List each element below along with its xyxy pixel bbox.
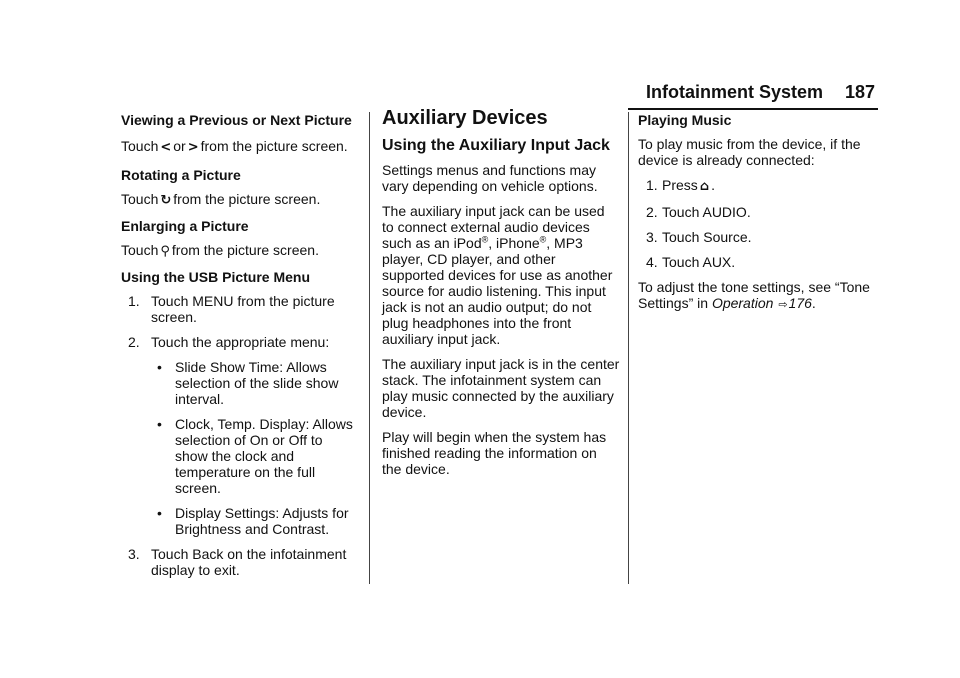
paragraph: The auxiliary input jack is in the center stack. The infotainment system can play music connected by the auxiliary device. xyxy=(382,356,620,420)
list-item xyxy=(121,293,359,325)
header-rule xyxy=(628,108,878,110)
bullet-icon: • xyxy=(157,359,162,375)
text: Touch xyxy=(121,138,159,154)
list-item xyxy=(151,359,359,407)
list-item xyxy=(121,546,359,578)
step-number: 3. xyxy=(646,229,658,245)
section-heading: Auxiliary Devices xyxy=(382,107,548,129)
step-text: Touch Back on the infotainment display to exit. xyxy=(151,546,347,578)
zoom-icon: ⚲ xyxy=(160,244,170,259)
paragraph: To play music from the device, if the device is already connected: xyxy=(638,136,861,168)
cross-reference-page: 176 xyxy=(788,295,812,311)
bullet-list xyxy=(151,359,359,537)
bullet-text: Slide Show Time: Allows selection of the slide show interval. xyxy=(175,359,339,407)
subheading: Using the USB Picture Menu xyxy=(121,269,311,285)
paragraph xyxy=(121,242,359,260)
page-number: 187 xyxy=(844,82,875,102)
text: . xyxy=(811,295,816,311)
text: The auxiliary input jack can be used to connect external audio devices such as an iPod xyxy=(382,203,605,251)
registered-mark: ® xyxy=(481,234,489,245)
text: , MP3 player, CD player, and other supported devices for use as another source for audio listening. This input jack is not an audio output; do not plug headphones into the front auxiliary input jack. xyxy=(382,235,613,347)
column-divider xyxy=(369,112,370,584)
steps-list xyxy=(121,293,359,578)
chevron-left-icon: < xyxy=(160,140,172,155)
text: from the picture screen. xyxy=(200,138,348,154)
registered-mark: ® xyxy=(539,234,547,245)
paragraph: Settings menus and functions may vary depending on vehicle options. xyxy=(382,162,598,194)
list-item: 1. Press ⌂ . xyxy=(646,177,715,194)
paragraph: Play will begin when the system has finished reading the information on the device. xyxy=(382,429,607,477)
step-text: Touch AUDIO. xyxy=(662,204,751,220)
step-number: 4. xyxy=(646,254,658,270)
text: To adjust the tone settings, see “Tone Settings” in xyxy=(638,279,870,311)
step-number: 3. xyxy=(128,546,140,562)
bullet-icon: • xyxy=(157,505,162,521)
text: Touch xyxy=(121,242,159,258)
step-number: 2. xyxy=(646,204,658,220)
bullet-text: Clock, Temp. Display: Allows selection of On or Off to show the clock and temperature on the full screen. xyxy=(175,416,353,496)
paragraph xyxy=(121,191,359,209)
step-text: Touch the appropriate menu: xyxy=(151,334,330,350)
text: or xyxy=(173,138,186,154)
step-text: Press xyxy=(662,177,698,193)
steps-list xyxy=(638,177,878,270)
list-item xyxy=(121,334,359,537)
step-number: 1. xyxy=(646,177,658,193)
page-reference-icon: ⇨ xyxy=(778,298,788,311)
step-text: Touch Source. xyxy=(662,229,752,245)
column-3 xyxy=(638,112,878,322)
column-1 xyxy=(121,112,359,587)
text: Touch xyxy=(121,191,159,207)
step-number: 2. xyxy=(128,334,140,350)
text: , iPhone xyxy=(488,235,540,251)
cross-reference: Operation xyxy=(711,295,774,311)
list-item xyxy=(151,416,359,496)
text: from the picture screen. xyxy=(171,242,319,258)
subheading: Playing Music xyxy=(638,112,732,128)
paragraph xyxy=(121,136,359,158)
subheading: Rotating a Picture xyxy=(121,167,241,183)
column-2 xyxy=(382,107,620,486)
subsection-heading: Using the Auxiliary Input Jack xyxy=(382,137,610,154)
column-divider xyxy=(628,112,629,584)
bullet-text: Display Settings: Adjusts for Brightness and Contrast. xyxy=(175,505,349,537)
rotate-icon: ↻ xyxy=(160,193,172,208)
bullet-icon: • xyxy=(157,416,162,432)
list-item xyxy=(638,254,878,270)
step-text: Touch AUX. xyxy=(662,254,736,270)
running-header xyxy=(628,82,878,108)
subheading: Viewing a Previous or Next Picture xyxy=(121,112,352,128)
home-icon: ⌂ xyxy=(699,179,710,194)
list-item xyxy=(638,204,878,220)
list-item xyxy=(638,229,878,245)
paragraph xyxy=(638,279,878,313)
step-number: 1. xyxy=(128,293,140,309)
section-title: Infotainment System xyxy=(646,82,824,102)
subheading: Enlarging a Picture xyxy=(121,218,249,234)
step-text: Touch MENU from the picture screen. xyxy=(151,293,335,325)
chevron-right-icon: > xyxy=(187,140,199,155)
list-item xyxy=(151,505,359,537)
paragraph xyxy=(382,203,620,347)
text: from the picture screen. xyxy=(173,191,321,207)
